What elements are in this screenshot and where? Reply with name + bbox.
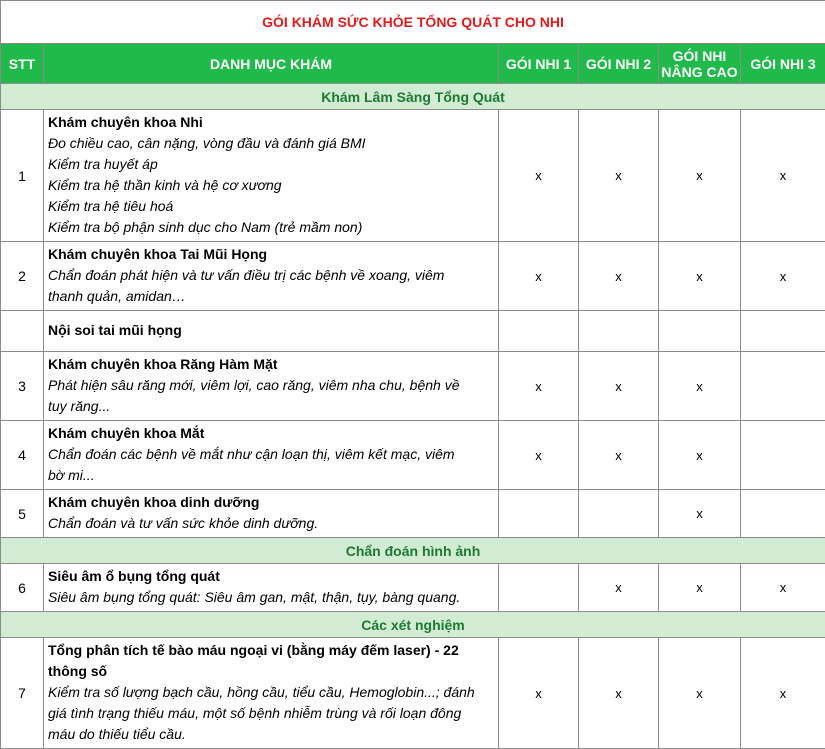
mark-pkg-3: [741, 490, 825, 538]
item-desc-line: Chẩn đoán phát hiện và tư vấn điều trị các bệnh về xoang, viêm: [48, 265, 494, 286]
mark-pkg-1: x: [499, 638, 579, 749]
row-stt: 5: [1, 490, 44, 538]
header-pkg-1: GÓI NHI 1: [499, 44, 579, 84]
row-item: [44, 242, 499, 311]
mark-pkg-1: [499, 311, 579, 352]
item-name: Siêu âm ổ bụng tổng quát: [48, 566, 494, 587]
mark-pkg-1: [499, 490, 579, 538]
row-item: [44, 421, 499, 490]
mark-pkg-1: x: [499, 352, 579, 421]
row-item: [44, 490, 499, 538]
item-desc-line: bờ mi...: [48, 465, 494, 486]
mark-pkg-2: x: [579, 352, 659, 421]
header-pkg-2: GÓI NHI 2: [579, 44, 659, 84]
table-row: [1, 564, 825, 612]
header-stt: STT: [1, 44, 44, 84]
header-category: DANH MỤC KHÁM: [44, 44, 499, 84]
row-item: [44, 352, 499, 421]
item-name: Khám chuyên khoa dinh dưỡng: [48, 492, 494, 513]
item-desc-line: Chẩn đoán và tư vấn sức khỏe dinh dưỡng.: [48, 513, 494, 534]
item-desc-line: giá tình trạng thiếu máu, một số bệnh nhiễm trùng và rối loạn đông: [48, 703, 494, 724]
table-row: [1, 311, 825, 352]
section-title: Khám Lâm Sàng Tổng Quát: [1, 84, 825, 110]
mark-pkg-3: x: [741, 638, 825, 749]
header-pkg-advanced: [659, 44, 741, 84]
section-row: [1, 538, 825, 564]
item-name: Khám chuyên khoa Mắt: [48, 423, 494, 444]
mark-pkg-2: x: [579, 564, 659, 612]
item-desc-line: Phát hiện sâu răng mới, viêm lợi, cao răng, viêm nha chu, bệnh về: [48, 375, 494, 396]
mark-pkg-advanced: [659, 311, 741, 352]
header-pkg-advanced-line1: GÓI NHI: [673, 48, 727, 64]
mark-pkg-3: [741, 311, 825, 352]
section-row: [1, 612, 825, 638]
mark-pkg-3: x: [741, 110, 825, 242]
mark-pkg-2: [579, 311, 659, 352]
item-desc-line: Đo chiều cao, cân nặng, vòng đầu và đánh giá BMI: [48, 133, 494, 154]
mark-pkg-3: x: [741, 564, 825, 612]
mark-pkg-3: [741, 352, 825, 421]
mark-pkg-advanced: x: [659, 564, 741, 612]
table-title: GÓI KHÁM SỨC KHỎE TỔNG QUÁT CHO NHI: [1, 1, 825, 44]
table-row: [1, 490, 825, 538]
mark-pkg-3: x: [741, 242, 825, 311]
row-stt: 2: [1, 242, 44, 311]
mark-pkg-advanced: x: [659, 110, 741, 242]
mark-pkg-advanced: x: [659, 242, 741, 311]
section-title: Các xét nghiệm: [1, 612, 825, 638]
item-desc-line: Kiểm tra huyết áp: [48, 154, 494, 175]
table-row: [1, 638, 825, 749]
table-row: [1, 110, 825, 242]
table-row: [1, 242, 825, 311]
mark-pkg-1: x: [499, 421, 579, 490]
mark-pkg-2: x: [579, 242, 659, 311]
item-desc-line: máu do thiếu tiểu cầu.: [48, 724, 494, 745]
section-title: Chẩn đoán hình ảnh: [1, 538, 825, 564]
mark-pkg-1: x: [499, 110, 579, 242]
item-name: Khám chuyên khoa Tai Mũi Họng: [48, 244, 494, 265]
mark-pkg-3: [741, 421, 825, 490]
item-desc-line: Chẩn đoán các bệnh về mắt như cận loạn thị, viêm kết mạc, viêm: [48, 444, 494, 465]
row-stt: 6: [1, 564, 44, 612]
mark-pkg-advanced: x: [659, 638, 741, 749]
mark-pkg-2: x: [579, 638, 659, 749]
row-stt: 1: [1, 110, 44, 242]
table-row: [1, 352, 825, 421]
item-desc-line: tuy răng...: [48, 396, 494, 417]
item-desc-line: Kiểm tra hệ tiêu hoá: [48, 196, 494, 217]
mark-pkg-2: x: [579, 421, 659, 490]
mark-pkg-1: x: [499, 242, 579, 311]
mark-pkg-2: x: [579, 110, 659, 242]
item-name: Khám chuyên khoa Răng Hàm Mặt: [48, 354, 494, 375]
row-item: [44, 311, 499, 352]
item-name: thông số: [48, 661, 494, 682]
row-stt: 7: [1, 638, 44, 749]
row-item: [44, 638, 499, 749]
table-row: [1, 421, 825, 490]
row-stt: [1, 311, 44, 352]
item-name: Khám chuyên khoa Nhi: [48, 112, 494, 133]
item-desc-line: Kiểm tra bộ phận sinh dục cho Nam (trẻ mầm non): [48, 217, 494, 238]
header-row: [1, 44, 825, 84]
row-item: [44, 564, 499, 612]
mark-pkg-advanced: x: [659, 352, 741, 421]
item-desc-line: Siêu âm bụng tổng quát: Siêu âm gan, mật, thận, tụy, bàng quang.: [48, 587, 494, 608]
item-name: Nội soi tai mũi họng: [48, 320, 494, 341]
item-name: Tổng phân tích tế bào máu ngoại vi (bằng máy đếm laser) - 22: [48, 640, 494, 661]
item-desc-line: Kiểm tra số lượng bạch cầu, hồng cầu, tiểu cầu, Hemoglobin...; đánh: [48, 682, 494, 703]
mark-pkg-advanced: x: [659, 490, 741, 538]
row-stt: 3: [1, 352, 44, 421]
item-desc-line: thanh quản, amidan…: [48, 286, 494, 307]
header-pkg-advanced-line2: NÂNG CAO: [661, 64, 737, 80]
item-desc-line: Kiểm tra hệ thần kinh và hệ cơ xương: [48, 175, 494, 196]
mark-pkg-1: [499, 564, 579, 612]
mark-pkg-2: [579, 490, 659, 538]
mark-pkg-advanced: x: [659, 421, 741, 490]
header-pkg-3: GÓI NHI 3: [741, 44, 825, 84]
row-item: [44, 110, 499, 242]
section-row: [1, 84, 825, 110]
row-stt: 4: [1, 421, 44, 490]
